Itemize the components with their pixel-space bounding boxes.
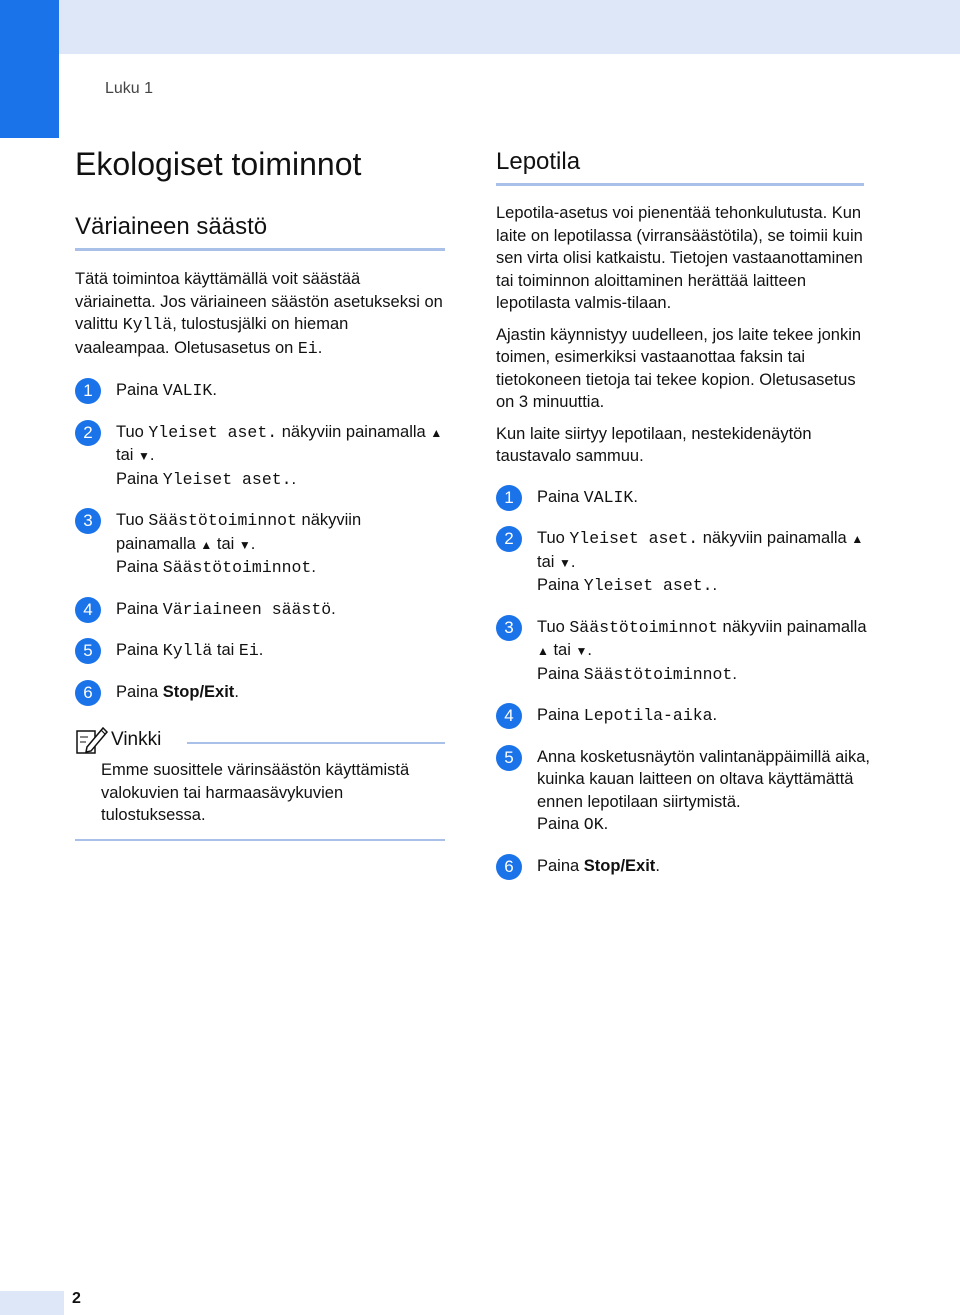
step-2: 2 Tuo Yleiset aset. näkyviin painamalla ▲ tai ▼. Paina Yleiset aset..	[75, 421, 445, 492]
tip-bottom-rule	[75, 839, 445, 841]
step-number: 2	[75, 420, 101, 446]
step-4: 4 Paina Väriaineen säästö.	[75, 598, 445, 622]
step-1: 1 Paina VALIK.	[75, 379, 445, 403]
section-rule	[75, 248, 445, 251]
step-number: 6	[75, 680, 101, 706]
chapter-tab	[0, 0, 59, 138]
step-number: 4	[75, 597, 101, 623]
step-6: 6 Paina Stop/Exit.	[75, 681, 445, 704]
note-pencil-icon	[75, 725, 109, 755]
up-arrow-icon: ▲	[851, 532, 864, 546]
step-number: 5	[75, 638, 101, 664]
down-arrow-icon: ▼	[575, 644, 588, 658]
up-arrow-icon: ▲	[537, 644, 549, 658]
section-rule	[496, 183, 864, 186]
step-number: 3	[75, 508, 101, 534]
page-number: 2	[72, 1290, 81, 1307]
step-3: 3 Tuo Säästötoiminnot näkyviin painamalla ▲ tai ▼. Paina Säästötoiminnot.	[496, 616, 871, 687]
section-title-toner-save: Väriaineen säästö	[75, 213, 268, 240]
step-3: 3 Tuo Säästötoiminnot näkyviin painamalla ▲ tai ▼. Paina Säästötoiminnot.	[75, 509, 445, 580]
step-number: 2	[496, 526, 522, 552]
step-number: 1	[75, 378, 101, 404]
step-6: 6 Paina Stop/Exit.	[496, 855, 871, 878]
sleep-paragraph-3: Kun laite siirtyy lepotilaan, nestekidenäytön taustavalo sammuu.	[496, 424, 812, 465]
left-column	[75, 142, 445, 841]
step-5: 5 Paina Kyllä tai Ei.	[75, 639, 445, 663]
step-2: 2 Tuo Yleiset aset. näkyviin painamalla ▲ tai ▼. Paina Yleiset aset..	[496, 527, 871, 598]
down-arrow-icon: ▼	[559, 555, 571, 570]
header-band	[59, 0, 960, 54]
page-title: Ekologiset toiminnot	[75, 146, 362, 182]
tip-rule	[187, 742, 445, 744]
intro-paragraph: Tätä toimintoa käyttämällä voit säästää väriainetta. Jos väriaineen säästön asetukseksi on valittu Kyllä, tulostusjälki on hieman vaaleampaa. Oletusasetus on Ei.	[75, 270, 443, 358]
footer-band	[0, 1291, 64, 1315]
tip-text: Emme suosittele värinsäästön käyttämistä valokuvien tai harmaasävykuvien tulostuksessa.	[101, 761, 410, 824]
step-number: 4	[496, 703, 522, 729]
tip-title: Vinkki	[111, 728, 162, 750]
tip-box	[75, 725, 445, 841]
step-4: 4 Paina Lepotila-aika.	[496, 704, 871, 728]
step-1: 1 Paina VALIK.	[496, 486, 871, 510]
chapter-label: Luku 1	[105, 80, 154, 97]
step-number: 5	[496, 745, 522, 771]
down-arrow-icon: ▼	[138, 449, 150, 463]
step-number: 1	[496, 485, 522, 511]
up-arrow-icon: ▲	[200, 537, 213, 552]
step-number: 3	[496, 615, 522, 641]
sleep-paragraph-2: Ajastin käynnistyy uudelleen, jos laite tekee jonkin toimen, esimerkiksi vastaanottaa faksin tai tietokoneen tietoja tai tekee kopion. Oletusasetus on 3 minuuttia.	[496, 325, 862, 411]
step-number: 6	[496, 854, 522, 880]
down-arrow-icon: ▼	[238, 537, 251, 552]
sleep-paragraph-1: Lepotila-asetus voi pienentää tehonkulutusta. Kun laite on lepotilassa (virransäästötila), se toimii kuin sen virta olisi katkaistu. Tietojen vastaanottaminen tai toiminnon aloittaminen herättää laitteen lepotilasta valmis-tilaan.	[496, 204, 863, 312]
step-5: 5 Anna kosketusnäytön valintanäppäimillä aika, kuinka kauan laitteen on oltava käyttämättä ennen lepotilaan siirtymistä. Paina OK.	[496, 746, 871, 837]
up-arrow-icon: ▲	[430, 425, 443, 440]
right-column	[496, 142, 871, 877]
section-title-sleep: Lepotila	[496, 148, 581, 175]
